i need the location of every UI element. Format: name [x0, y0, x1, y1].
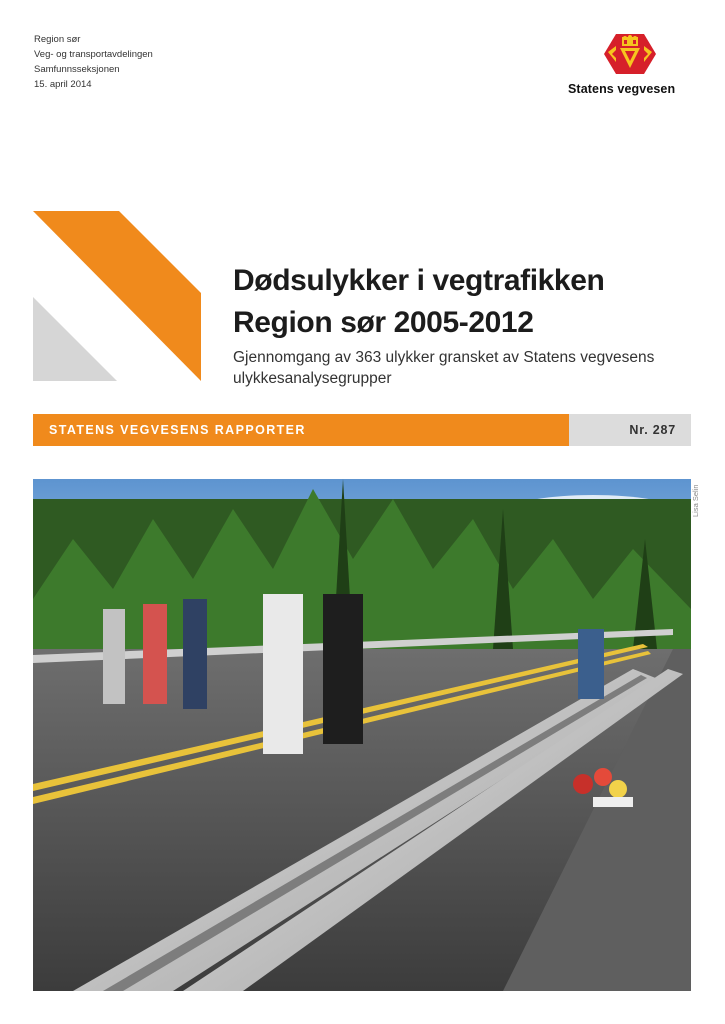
series-label: STATENS VEGVESENS RAPPORTER: [49, 423, 306, 437]
report-title-line-2: Region sør 2005-2012: [233, 306, 534, 339]
series-band: [33, 414, 691, 446]
publication-meta: [34, 32, 153, 92]
photo-credit: [689, 481, 703, 521]
meta-region: Region sør: [34, 34, 81, 45]
report-title: [233, 260, 604, 344]
statens-vegvesen-emblem-icon: [602, 32, 658, 76]
meta-section: Samfunnsseksjonen: [34, 64, 120, 75]
logo-wordmark: Statens vegvesen: [568, 82, 676, 96]
cover-photo-illustration: [33, 479, 691, 991]
meta-date: 15. april 2014: [34, 79, 92, 90]
meta-department: Veg- og transportavdelingen: [34, 49, 153, 60]
series-band-orange: [33, 414, 569, 446]
series-band-gray: [569, 414, 691, 446]
photo-credit-text: Lisa Selin: [691, 484, 700, 517]
gray-triangle: [33, 297, 117, 381]
cover-photo: [33, 479, 691, 991]
decorative-chevron-graphic: [33, 211, 203, 383]
report-title-line-1: Dødsulykker i vegtrafikken: [233, 264, 605, 297]
report-number: Nr. 287: [629, 423, 676, 437]
report-subtitle: Gjennomgang av 363 ulykker gransket av Statens vegvesens ulykkesanalysegrupper: [233, 349, 655, 387]
statens-vegvesen-logo: [568, 32, 692, 98]
